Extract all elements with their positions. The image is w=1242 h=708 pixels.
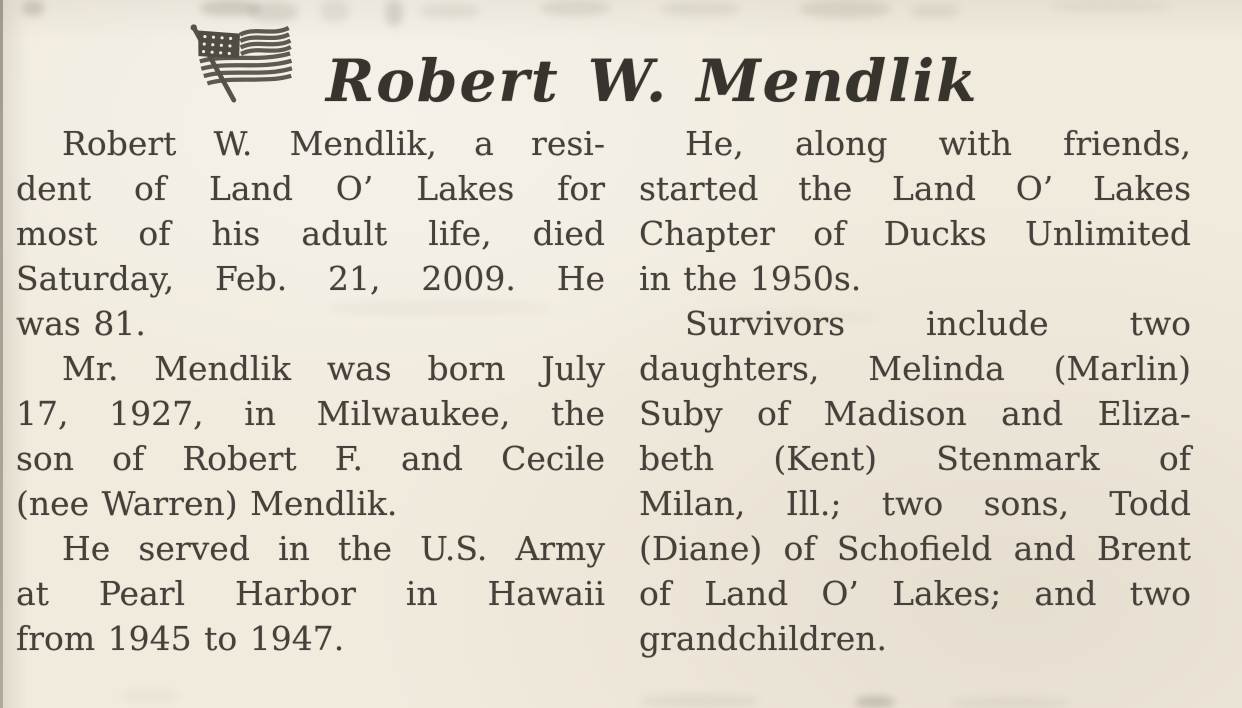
paragraph — [639, 301, 1191, 661]
text-line: most of his adult life, died — [16, 214, 605, 253]
ink-bleed-smudge — [950, 698, 1070, 708]
text-line: in the 1950s. — [639, 259, 862, 298]
text-line: Milan, Ill.; two sons, Todd — [639, 484, 1191, 523]
text-line: son of Robert F. and Cecile — [16, 439, 605, 478]
ink-bleed-smudge — [120, 690, 180, 702]
text-line: Chapter of Ducks Unlimited — [639, 214, 1191, 253]
paragraph — [16, 346, 605, 526]
text-line: (Diane) of Schofield and Brent — [639, 529, 1191, 568]
ink-bleed-smudge — [800, 0, 890, 18]
text-line: was 81. — [16, 304, 146, 343]
text-line: at Pearl Harbor in Hawaii — [16, 574, 605, 613]
us-flag-icon — [170, 6, 310, 104]
text-line: grandchildren. — [639, 619, 887, 658]
scan-edge-shadow — [0, 0, 3, 708]
flag-canton — [197, 28, 241, 60]
ink-bleed-smudge — [420, 4, 480, 18]
text-line: Saturday, Feb. 21, 2009. He — [16, 259, 605, 298]
text-line: He served in the U.S. Army — [62, 529, 605, 568]
paragraph — [16, 526, 605, 661]
article-column-right — [639, 121, 1191, 661]
ink-bleed-smudge — [540, 0, 610, 16]
ink-bleed-smudge — [910, 4, 960, 18]
text-line: of Land O’ Lakes; and two — [639, 574, 1191, 613]
text-line: Survivors include two — [685, 304, 1191, 343]
ink-bleed-smudge — [1050, 0, 1170, 12]
text-line: Suby of Madison and Eliza- — [639, 394, 1191, 433]
paragraph — [639, 121, 1191, 301]
ink-bleed-smudge — [855, 696, 895, 708]
text-line: daughters, Melinda (Marlin) — [639, 349, 1191, 388]
paragraph — [16, 121, 605, 346]
text-line: Robert W. Mendlik, a resi- — [62, 124, 605, 163]
article-column-left — [16, 121, 605, 661]
article-title: Robert W. Mendlik — [326, 46, 979, 115]
text-line: beth (Kent) Stenmark of — [639, 439, 1191, 478]
text-line: 17, 1927, in Milwaukee, the — [16, 394, 605, 433]
text-line: from 1945 to 1947. — [16, 619, 345, 658]
text-line: started the Land O’ Lakes — [639, 169, 1191, 208]
ink-bleed-smudge — [640, 694, 760, 708]
text-line: Mr. Mendlik was born July — [62, 349, 605, 388]
ink-bleed-smudge — [22, 0, 44, 16]
text-line: dent of Land O’ Lakes for — [16, 169, 605, 208]
ink-bleed-smudge — [660, 2, 740, 16]
ink-bleed-smudge — [385, 0, 403, 26]
ink-bleed-smudge — [320, 0, 350, 22]
text-line: He, along with friends, — [685, 124, 1191, 163]
text-line: (nee Warren) Mendlik. — [16, 484, 398, 523]
